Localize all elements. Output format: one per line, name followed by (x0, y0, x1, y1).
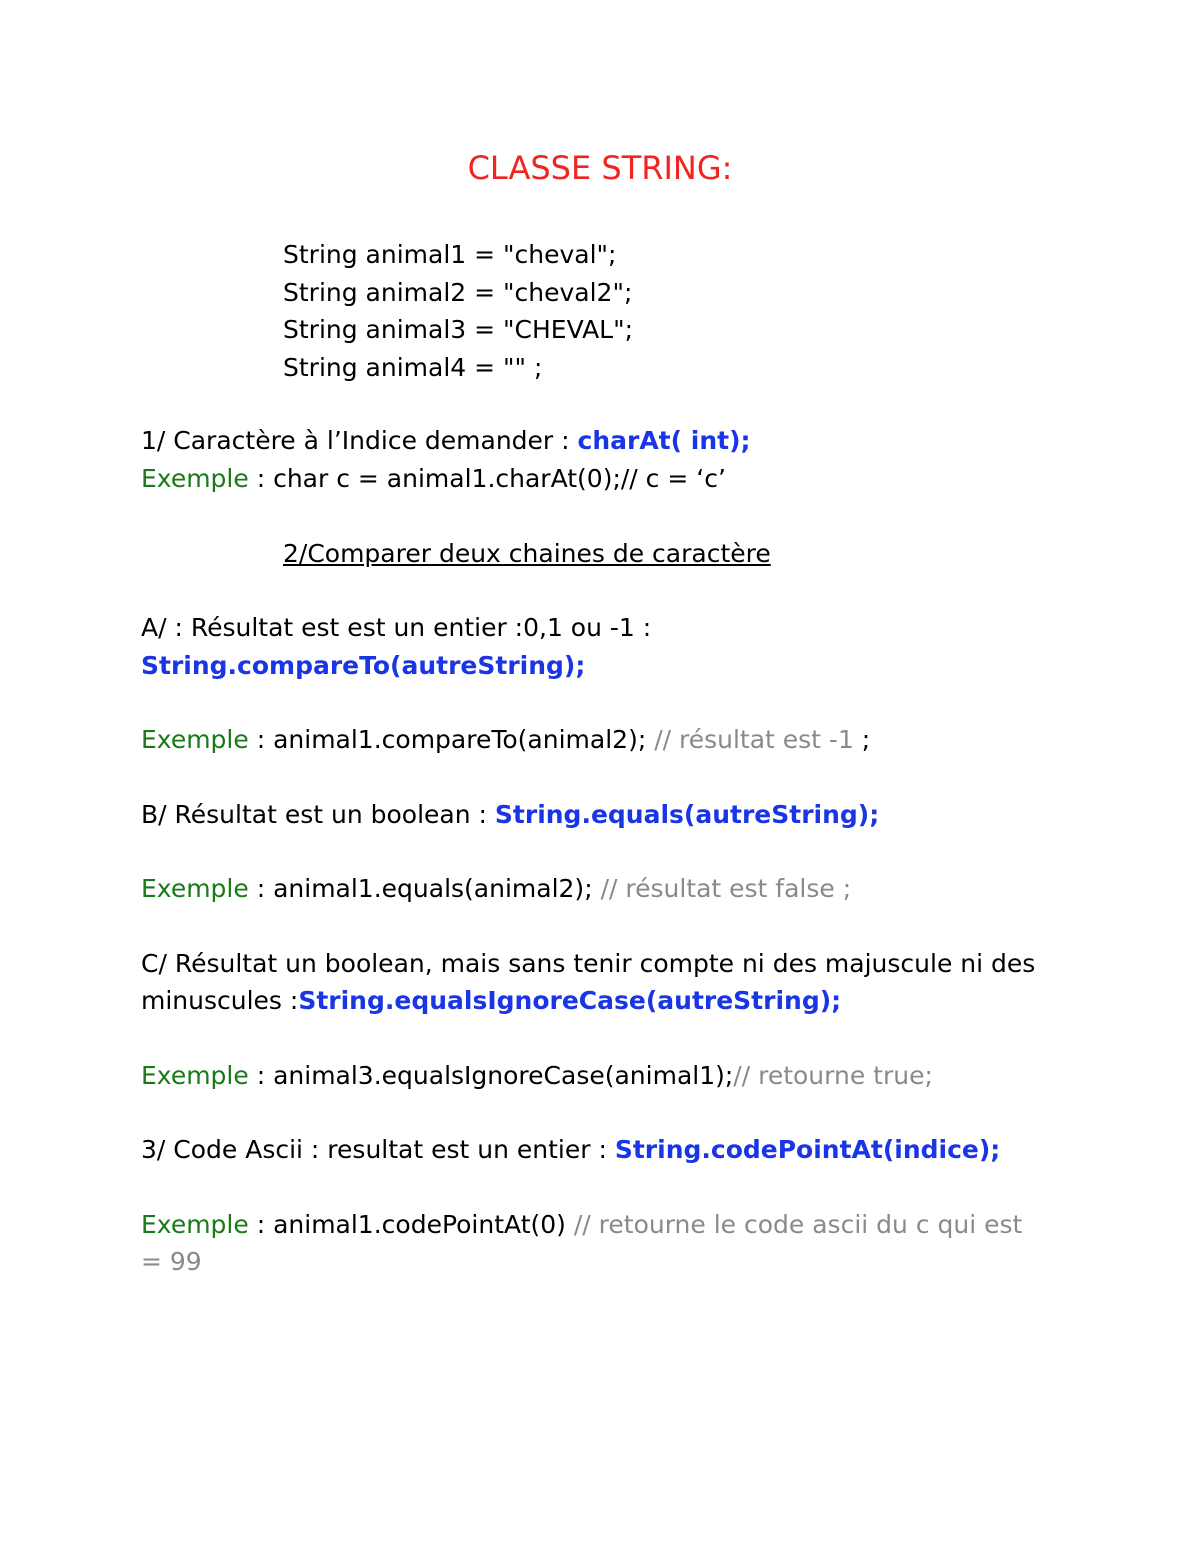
section1-example-line (141, 460, 726, 498)
example-comment: // retourne le code ascii du c qui est (573, 1210, 1023, 1239)
section3-label: 3/ Code Ascii : resultat est un entier : (141, 1135, 615, 1164)
example-code: : animal1.codePointAt(0) (248, 1210, 574, 1239)
sectionC-method: String.equalsIgnoreCase(autreString); (298, 986, 842, 1015)
example-comment: // retourne true; (733, 1061, 933, 1090)
sectionC-label-line1: C/ Résultat un boolean, mais sans tenir compte ni des majuscule ni des (141, 949, 1036, 978)
declaration-line: String animal1 = "cheval"; (283, 240, 617, 269)
sectionC-label: minuscules : (141, 986, 299, 1015)
declaration-line: String animal4 = "" ; (283, 353, 543, 382)
example-tail: ; (853, 725, 871, 754)
section3-method: String.codePointAt(indice); (614, 1135, 1001, 1164)
example-code: : animal3.equalsIgnoreCase(animal1); (248, 1061, 734, 1090)
example-label: Exemple (141, 1061, 249, 1090)
section3-example-comment-cont: = 99 (141, 1247, 202, 1276)
sectionB-label: B/ Résultat est un boolean : (141, 800, 495, 829)
section3-label-line (141, 1131, 1000, 1169)
example-label: Exemple (141, 1210, 249, 1239)
sectionA-example-line (141, 721, 870, 759)
section1-label-line (141, 422, 751, 460)
page-title: CLASSE STRING: (467, 149, 733, 187)
example-label: Exemple (141, 874, 249, 903)
example-label: Exemple (141, 725, 249, 754)
sectionC-example-line (141, 1057, 933, 1095)
section3-example-line (141, 1206, 1022, 1244)
sectionC-label-line2 (141, 982, 841, 1020)
sectionA-method: String.compareTo(autreString); (141, 651, 586, 680)
example-comment: // résultat est -1 (654, 725, 854, 754)
section1-label: 1/ Caractère à l’Indice demander : (141, 426, 578, 455)
section2-heading: 2/Comparer deux chaines de caractère (283, 539, 771, 568)
declaration-line: String animal2 = "cheval2"; (283, 278, 633, 307)
sectionB-example-line (141, 870, 851, 908)
declaration-line: String animal3 = "CHEVAL"; (283, 315, 634, 344)
example-label: Exemple (141, 464, 249, 493)
sectionA-label: A/ : Résultat est est un entier :0,1 ou -1 : (141, 613, 652, 642)
example-code: : char c = animal1.charAt(0);// c = ‘c’ (248, 464, 726, 493)
example-comment: // résultat est false ; (600, 874, 852, 903)
section1-method: charAt( int); (577, 426, 751, 455)
sectionB-method: String.equals(autreString); (494, 800, 880, 829)
example-code: : animal1.compareTo(animal2); (248, 725, 655, 754)
sectionB-label-line (141, 796, 879, 834)
example-code: : animal1.equals(animal2); (248, 874, 601, 903)
